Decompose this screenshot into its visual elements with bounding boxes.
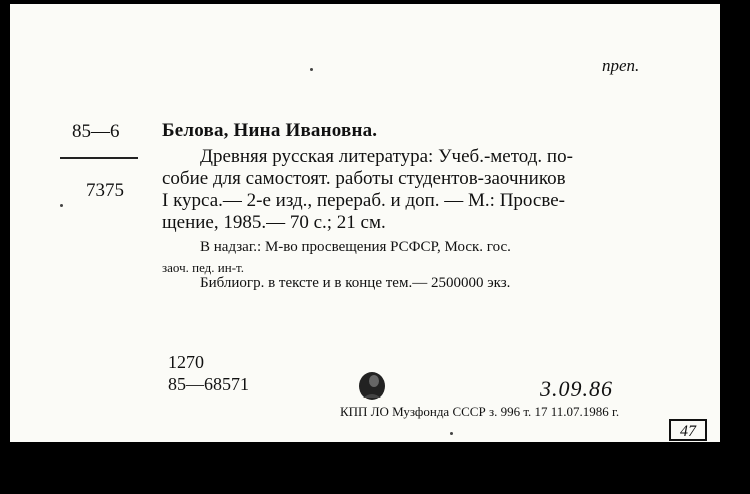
note-line: В надзаг.: М-во просвещения РСФСР, Моск. гос.: [200, 239, 511, 255]
description-line: Древняя русская литература: Учеб.-метод. по-: [200, 146, 573, 167]
corner-stamp: [668, 416, 710, 449]
note-line: заоч. пед. ин-т.: [162, 260, 244, 275]
speck: [310, 68, 313, 71]
printer-footer: КПП ЛО Музфонда СССР з. 996 т. 17 11.07.1986 г.: [340, 404, 620, 419]
shelf-mark-divider: [60, 157, 138, 159]
catalog-card: [10, 4, 720, 442]
shelf-mark-top: 85—6: [72, 121, 120, 142]
shelf-mark-bottom: 7375: [86, 180, 124, 201]
lower-code-2: 85—68571: [168, 374, 249, 394]
description-line: I курса.— 2-е изд., перераб. и доп. — М.: Просве-: [162, 190, 565, 211]
speck: [60, 204, 63, 207]
portrait-emblem-icon: [355, 368, 389, 407]
corner-handwritten-note: преп.: [602, 56, 640, 75]
description-line: собие для самостоят. работы студентов-заочников: [162, 168, 566, 189]
lower-code-1: 1270: [168, 352, 204, 372]
speck: [450, 432, 453, 435]
author-heading: Белова, Нина Ивановна.: [162, 120, 378, 141]
note-line: Библиогр. в тексте и в конце тем.— 2500000 экз.: [200, 275, 511, 291]
stamp-text: 47: [680, 423, 696, 440]
handwritten-date: 3.09.86: [540, 376, 613, 401]
description-line: щение, 1985.— 70 с.; 21 см.: [162, 212, 386, 233]
